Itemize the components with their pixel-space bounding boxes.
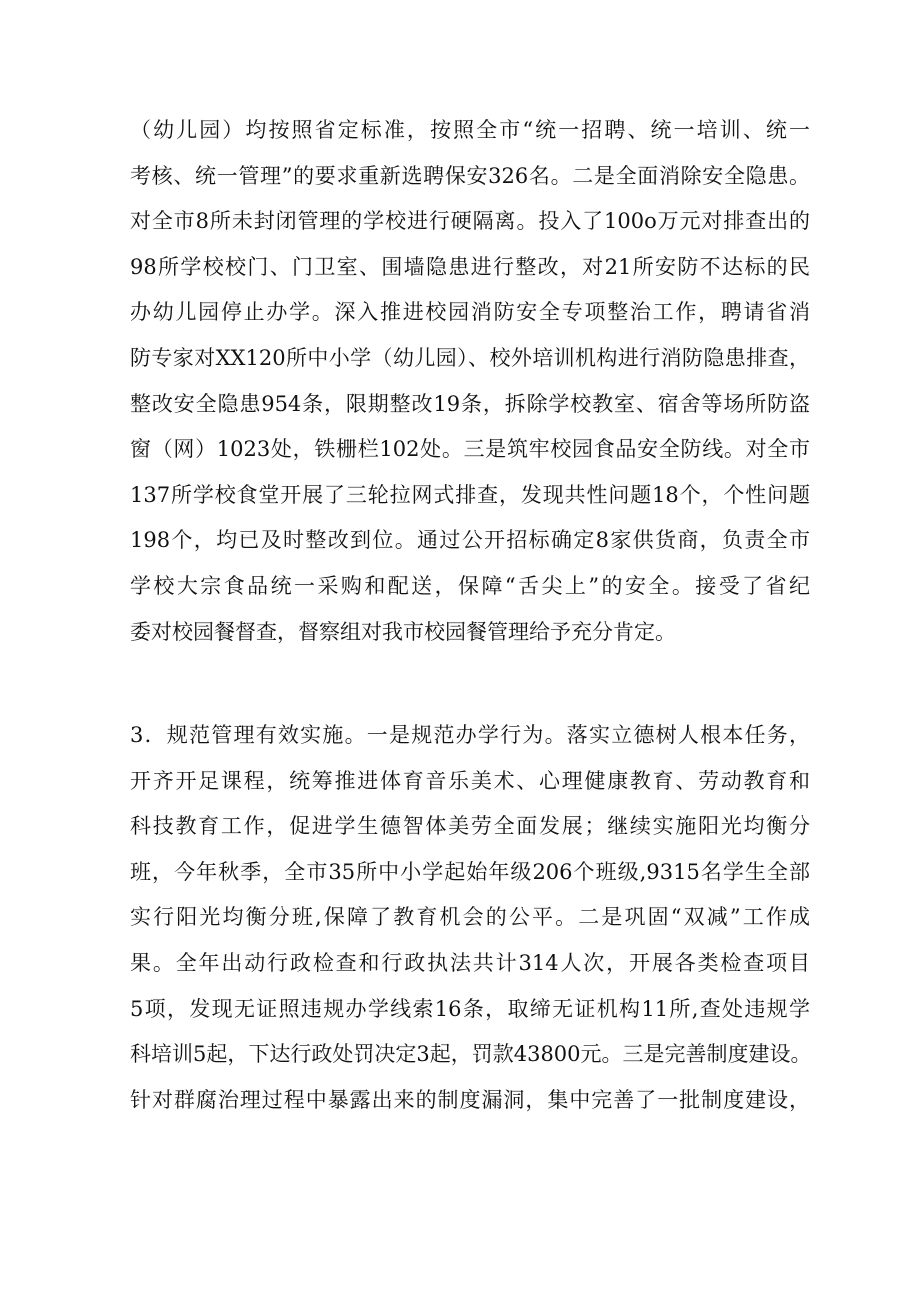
text-line: 防专家对XX120所中小学（幼儿园）、校外培训机构进行消防隐患排查， [130,345,810,370]
text-line: 5项，发现无证照违规办学线索16条，取缔无证机构11所,查处违规学 [130,996,810,1021]
paragraph-school-security [130,108,810,655]
text-line: 学校大宗食品统一采购和配送，保障“舌尖上”的安全。接受了省纪 [130,573,810,598]
text-line: 针对群腐治理过程中暴露出来的制度漏洞，集中完善了一批制度建设， [130,1087,810,1112]
text-line: 科培训5起，下达行政处罚决定3起，罚款43800元。三是完善制度建设。 [130,1042,812,1067]
text-line: 开齐开足课程，统筹推进体育音乐美术、心理健康教育、劳动教育和 [130,768,810,793]
text-line: 班，今年秋季，全市35所中小学起始年级206个班级,9315名学生全部 [130,859,810,884]
text-line: 窗（网）1023处，铁栅栏102处。三是筑牢校园食品安全防线。对全市 [130,437,810,462]
text-line: 对全市8所未封闭管理的学校进行硬隔离。投入了100o万元对排查出的 [130,209,810,234]
text-line: （幼儿园）均按照省定标准，按照全市“统一招聘、统一培训、统一 [130,118,810,142]
text-line: 考核、统一管理”的要求重新选聘保安326名。二是全面消除安全隐患。 [130,163,810,188]
text-line: 委对校园餐督查，督察组对我市校园餐管理给予充分肯定。 [130,619,676,644]
text-line: 办幼儿园停止办学。深入推进校园消防安全专项整治工作，聘请省消 [130,300,810,325]
text-line: 98所学校校门、门卫室、围墙隐患进行整改，对21所安防不达标的民 [130,254,810,279]
text-line: 果。全年出动行政检查和行政执法共计314人次，开展各类检查项目 [130,950,810,975]
text-line: 3．规范管理有效实施。一是规范办学行为。落实立德树人根本任务， [130,723,810,747]
text-line: 实行阳光均衡分班,保障了教育机会的公平。二是巩固“双减”工作成 [130,905,810,930]
text-line: 科技教育工作，促进学生德智体美劳全面发展；继续实施阳光均衡分 [130,814,810,839]
paragraph-standardized-management [130,713,810,1123]
text-line: 整改安全隐患954条，限期整改19条，拆除学校教室、宿舍等场所防盗 [130,391,810,416]
text-line: 198个，均已及时整改到位。通过公开招标确定8家供货商，负责全市 [130,528,810,553]
text-line: 137所学校食堂开展了三轮拉网式排查，发现共性问题18个，个性问题 [130,482,810,507]
